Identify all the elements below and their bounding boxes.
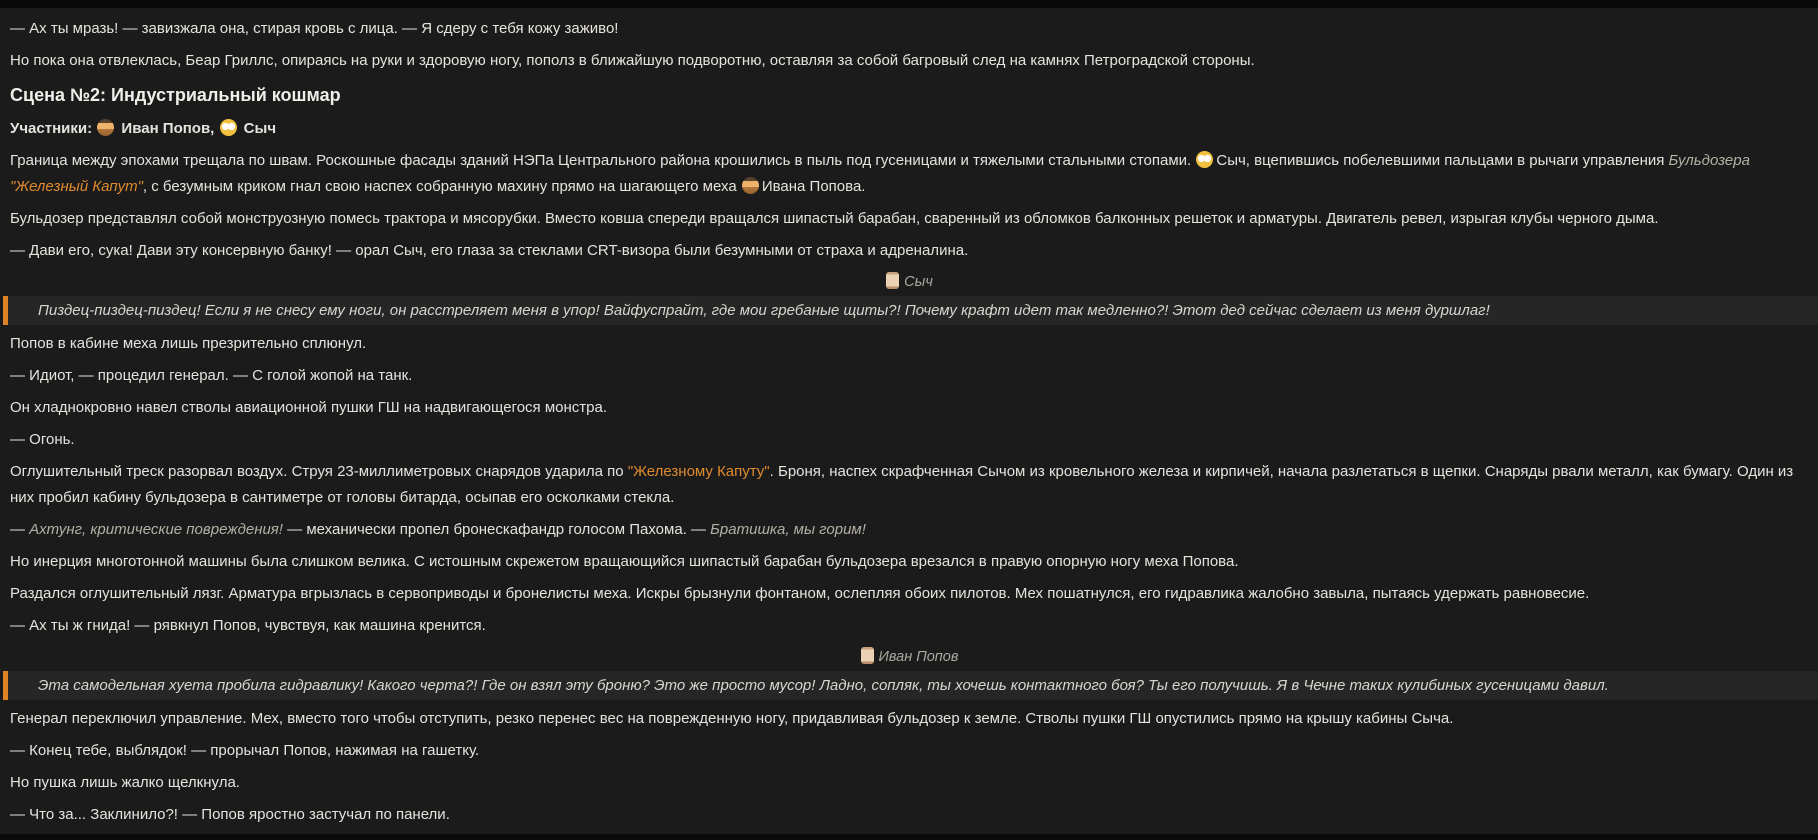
story-paragraph <box>10 770 1808 796</box>
text-segment: Бульдозера <box>1668 152 1750 169</box>
text-segment: Сыч <box>239 120 277 137</box>
text-segment: Попов в кабине меха лишь презрительно сплюнул. <box>10 335 367 352</box>
story-paragraph <box>10 148 1808 200</box>
text-segment: Но пока она отвлеклась, Беар Гриллс, опираясь на руки и здоровую ногу, пополз в ближайшую подворотню, оставляя за собой багровый след на камнях Петроградской стороны. <box>10 52 1255 69</box>
story-paragraph <box>10 738 1808 764</box>
scene-heading <box>10 80 1808 110</box>
scroll-icon <box>886 272 899 289</box>
text-segment: Генерал переключил управление. Мех, вместо того чтобы отступить, резко перенес вес на поврежденную ногу, придавливая бульдозер к земле. Стволы пушки ГШ опустились прямо на крышу кабины Сыча. <box>10 710 1454 727</box>
story-paragraph <box>10 363 1808 389</box>
text-segment: Но инерция многотонной машины была слишком велика. С истошным скрежетом вращающийся шипастый барабан бульдозера врезался в правую опорную ногу меха Попова. <box>10 553 1239 570</box>
text-segment: Но пушка лишь жалко щелкнула. <box>10 774 240 791</box>
story-paragraph <box>10 48 1808 74</box>
text-segment: — Ах ты мразь! — завизжала она, стирая кровь с лица. — Я сдеру с тебя кожу заживо! <box>10 20 619 37</box>
text-segment: Иван Попов, <box>117 120 219 137</box>
text-segment: — Идиот, — процедил генерал. — С голой жопой на танк. <box>10 367 413 384</box>
bottom-edge-bar <box>0 834 1818 840</box>
story-paragraph <box>10 16 1808 42</box>
text-segment: "Железный Капут" <box>10 178 143 195</box>
text-segment: — Конец тебе, выблядок! — прорычал Попов, нажимая на гашетку. <box>10 742 480 759</box>
story-paragraph <box>10 706 1808 732</box>
character-name-label <box>10 270 1808 295</box>
man-emoji <box>97 119 114 136</box>
story-paragraph <box>10 238 1808 264</box>
scroll-icon <box>861 647 874 664</box>
story-paragraph <box>10 427 1808 453</box>
text-segment: Раздался оглушительный лязг. Арматура вгрызлась в сервоприводы и бронелисты меха. Искры брызнули фонтаном, ослепляя обоих пилотов. Мех пошатнулся, его гидравлика жалобно завыла, пытаясь удержать равновесие. <box>10 585 1590 602</box>
story-paragraph <box>10 116 1808 142</box>
text-segment: . Броня, наспех скрафченная Сычом из кровельного железа и кирпичей, начала разлетаться в щепки. Снаряды рвали металл, как бумагу. Один из них пробил кабину бульдозера в сантиметре от головы битарда, осыпав его осколками стекла. <box>10 463 1794 506</box>
story-paragraph <box>10 395 1808 421</box>
story-paragraph <box>10 517 1808 543</box>
text-segment: Он хладнокровно навел стволы авиационной пушки ГШ на надвигающегося монстра. <box>10 399 607 416</box>
dialogue-quote <box>3 671 1818 700</box>
text-segment: Эта самодельная хуета пробила гидравлику! Какого черта?! Где он взял эту броню? Это же просто мусор! Ладно, сопляк, ты хочешь контактного боя? Ты его получишь. Я в Чечне таких кулибиных гусеницами давил. <box>38 677 1609 694</box>
man-emoji <box>742 177 759 194</box>
story-log <box>0 8 1818 834</box>
text-segment: — Огонь. <box>10 431 75 448</box>
text-segment: — <box>10 521 30 538</box>
story-paragraph <box>10 549 1808 575</box>
top-edge-bar <box>0 0 1818 8</box>
text-segment: — Ах ты ж гнида! — рявкнул Попов, чувствуя, как машина кренится. <box>10 617 486 634</box>
text-segment: Иван Попов <box>878 649 959 665</box>
nerd-emoji <box>220 119 237 136</box>
text-segment: , с безумным криком гнал свою наспех собранную махину прямо на шагающего меха <box>142 178 741 195</box>
text-segment: "Железному Капуту" <box>627 463 770 480</box>
text-segment: Сыч <box>904 274 933 290</box>
text-segment: — Что за... Заклинило?! — Попов яростно застучал по панели. <box>10 806 450 823</box>
text-segment: Оглушительный треск разорвал воздух. Струя 23-миллиметровых снарядов ударила по <box>10 463 628 480</box>
dialogue-quote <box>3 296 1818 325</box>
text-segment: Пиздец-пиздец-пиздец! Если я не снесу ему ноги, он расстреляет меня в упор! Вайфуспрайт, где мои гребаные щиты?! Почему крафт идет так медленно?! Этот дед сейчас сделает из меня дуршлаг! <box>38 302 1490 319</box>
story-paragraph <box>10 459 1808 511</box>
story-paragraph <box>10 331 1808 357</box>
text-segment: Ивана Попова. <box>761 178 866 195</box>
story-paragraph <box>10 613 1808 639</box>
text-segment: — механически пропел бронескафандр голосом Пахома. — <box>282 521 711 538</box>
story-paragraph <box>10 581 1808 607</box>
character-name-label <box>10 645 1808 670</box>
text-segment: Сцена №2: Индустриальный кошмар <box>10 85 341 105</box>
text-segment: Граница между эпохами трещала по швам. Роскошные фасады зданий НЭПа Центрального района крошились в пыль под гусеницами и тяжелыми стальными стопами. <box>10 152 1196 169</box>
text-segment: Бульдозер представлял собой монструозную помесь трактора и мясорубки. Вместо ковша спереди вращался шипастый барабан, сваренный из обломков балконных решеток и арматуры. Двигатель ревел, изрыгая клубы черного дыма. <box>10 210 1659 227</box>
text-segment: Сыч, вцепившись побелевшими пальцами в рычаги управления <box>1216 152 1669 169</box>
story-paragraph <box>10 802 1808 828</box>
text-segment: Ахтунг, критические повреждения! <box>29 521 283 538</box>
text-segment: Братишка, мы горим! <box>710 521 866 538</box>
text-segment: — Дави его, сука! Дави эту консервную банку! — орал Сыч, его глаза за стеклами CRT-визора были безумными от страха и адреналина. <box>10 242 969 259</box>
story-paragraph <box>10 206 1808 232</box>
nerd-emoji <box>1196 151 1213 168</box>
text-segment: Участники: <box>10 120 97 137</box>
